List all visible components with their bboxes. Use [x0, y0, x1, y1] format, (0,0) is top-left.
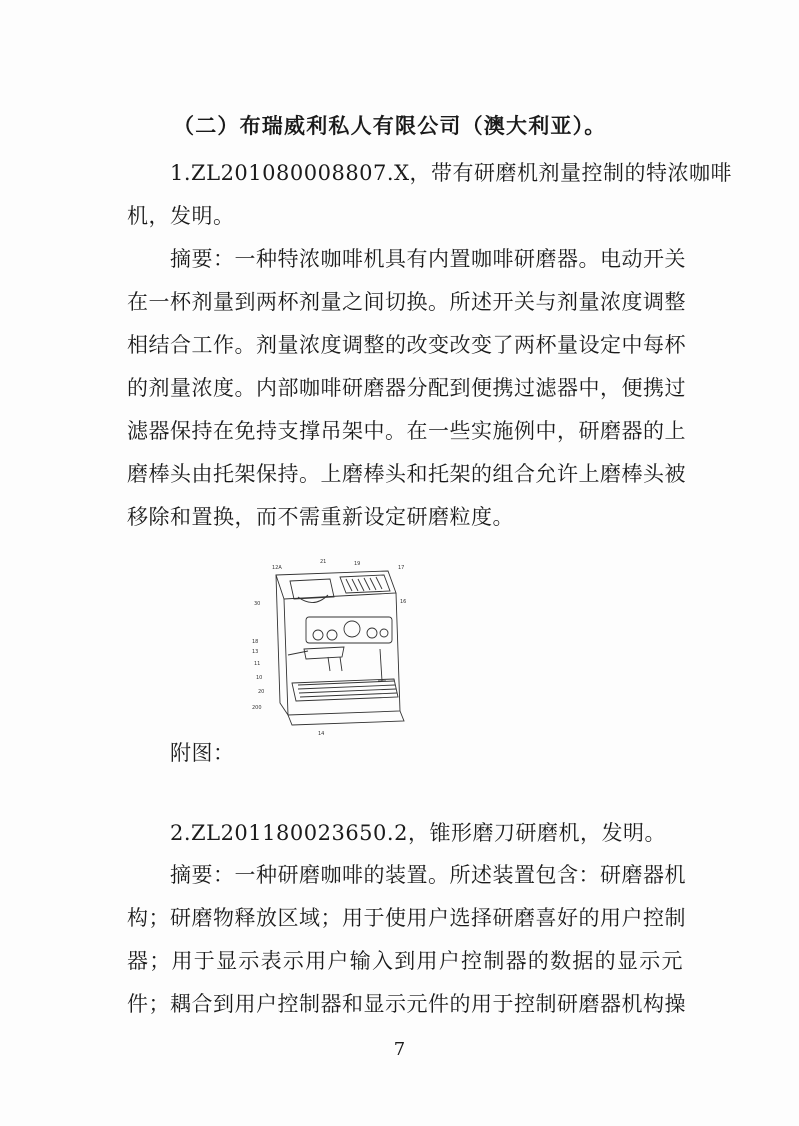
group-head: [328, 657, 342, 671]
patent2-abstract-line-2: 构；研磨物释放区域；用于使用户选择研磨喜好的用户控制: [127, 906, 686, 930]
fig-ref-13: 13: [252, 649, 259, 655]
patent1-abstract-line-3: 相结合工作。剂量浓度调整的改变改变了两杯量设定中每杯: [127, 333, 686, 357]
fig-ref-14: 14: [318, 731, 325, 737]
fig-ref-10: 10: [256, 675, 263, 681]
page-number: 7: [393, 1039, 406, 1060]
patent1-abstract-line-1: 摘要：一种特浓咖啡机具有内置咖啡研磨器。电动开关: [170, 247, 686, 271]
patent1-title-line-2: 机，发明。: [127, 204, 235, 228]
fig-ref-19: 19: [354, 561, 361, 567]
fig-ref-200: 200: [252, 705, 262, 711]
dial-2: [327, 630, 337, 640]
fig-ref-11: 11: [254, 661, 261, 667]
cup-warmer-tray: [340, 575, 390, 593]
fig-ref-17: 17: [398, 565, 405, 571]
patent1-title-line-1: 1.ZL201080008807.X，带有研磨机剂量控制的特浓咖啡: [170, 161, 733, 185]
patent2-abstract-line-3: 器；用于显示表示用户输入到用户控制器的数据的显示元: [127, 949, 683, 973]
dial-4: [380, 629, 388, 637]
figure-label: 附图：: [170, 741, 235, 765]
patent2-abstract-line-4: 件；耦合到用户控制器和显示元件的用于控制研磨器机构操: [127, 992, 686, 1016]
patent1-abstract-line-4: 的剂量浓度。内部咖啡研磨器分配到便携过滤器中，便携过: [127, 376, 686, 400]
machine-side-left: [276, 575, 288, 715]
patent2-title: 2.ZL201180023650.2，锥形磨刀研磨机，发明。: [170, 821, 666, 845]
fig-ref-20: 20: [258, 689, 265, 695]
pressure-gauge: [344, 621, 360, 637]
fig-ref-12a: 12A: [272, 565, 282, 571]
portafilter: [304, 647, 344, 659]
fig-ref-21: 21: [320, 559, 327, 565]
fig-ref-16: 16: [400, 599, 407, 605]
dial-1: [313, 630, 323, 640]
dial-3: [367, 628, 377, 638]
patent2-abstract-line-1: 摘要：一种研磨咖啡的装置。所述装置包含：研磨器机: [170, 863, 686, 887]
patent1-abstract-line-7: 移除和置换，而不需重新设定研磨粒度。: [127, 505, 514, 529]
patent1-abstract-line-5: 滤器保持在免持支撑吊架中。在一些实施例中，研磨器的上: [127, 419, 686, 443]
patent1-abstract-line-2: 在一杯剂量到两杯剂量之间切换。所述开关与剂量浓度调整: [127, 290, 686, 314]
fig-ref-18: 18: [252, 639, 259, 645]
espresso-machine-figure: [248, 553, 420, 738]
patent1-abstract-line-6: 磨棒头由托架保持。上磨棒头和托架的组合允许上磨棒头被: [127, 462, 686, 486]
section-heading: （二）布瑞威利私人有限公司（澳大利亚）。: [173, 114, 607, 138]
steam-wand: [378, 649, 386, 681]
fig-ref-30: 30: [254, 601, 261, 607]
